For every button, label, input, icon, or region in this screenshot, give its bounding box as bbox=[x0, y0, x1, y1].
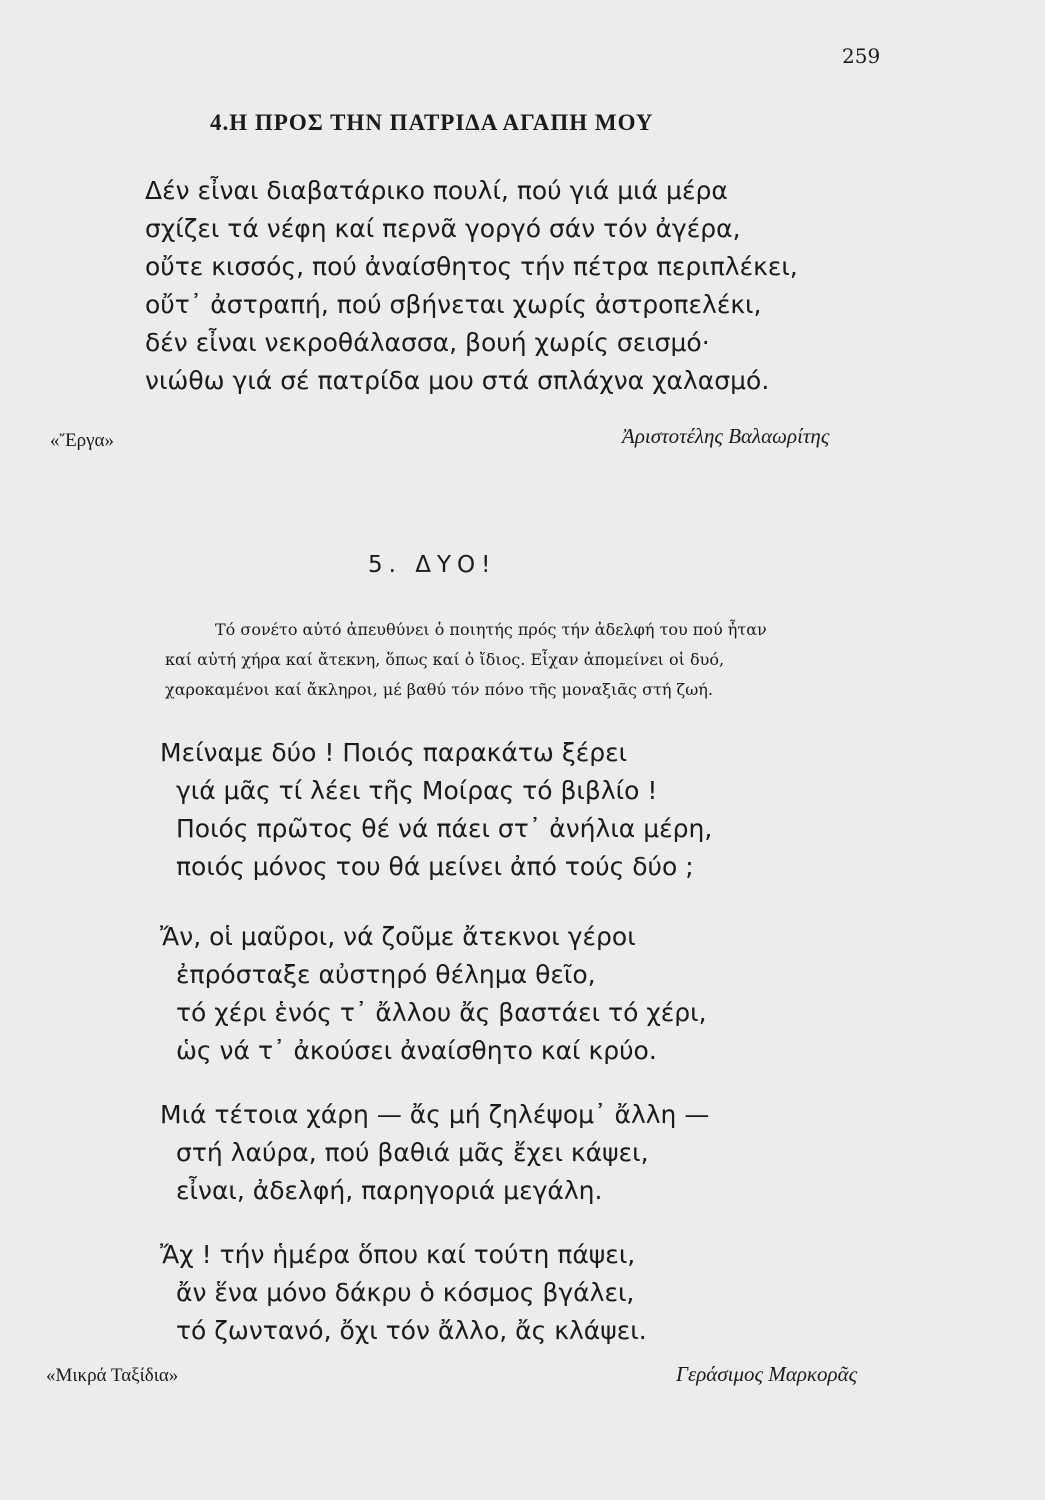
poem2-line: τό ζωντανό, ὄχι τόν ἄλλο, ἄς κλάψει. bbox=[176, 1316, 647, 1345]
poem2-line: ἐπρόσταξε αὐστηρό θέλημα θεῖο, bbox=[176, 960, 596, 989]
poem2-author: Γεράσιμος Μαρκορᾶς bbox=[676, 1362, 858, 1386]
poem1-line: δέν εἶναι νεκροθάλασσα, βουή χωρίς σεισμό· bbox=[145, 328, 710, 357]
poem2-line: εἶναι, ἀδελφή, παρηγοριά μεγάλη. bbox=[176, 1176, 603, 1205]
poem2-line: γιά μᾶς τί λέει τῆς Μοίρας τό βιβλίο ! bbox=[176, 776, 658, 805]
poem2-line: Ἄν, οἱ μαῦροι, νά ζοῦμε ἄτεκνοι γέροι bbox=[160, 922, 636, 951]
intro-line: Τό σονέτο αὐτό ἀπευθύνει ὁ ποιητής πρός τήν ἀδελφή του πού ἦταν bbox=[215, 620, 767, 639]
poem2-line: ἄν ἕνα μόνο δάκρυ ὁ κόσμος βγάλει, bbox=[176, 1278, 635, 1307]
poem2-line: ποιός μόνος του θά μείνει ἀπό τούς δύο ; bbox=[176, 852, 694, 881]
poem1-line: σχίζει τά νέφη καί περνᾶ γοργό σάν τόν ἀγέρα, bbox=[145, 214, 741, 243]
poem1-source: «Ἔργα» bbox=[50, 430, 115, 451]
poem2-line: Μιά τέτοια χάρη — ἄς μή ζηλέψομ᾿ ἄλλη — bbox=[160, 1100, 710, 1129]
poem1-line: οὔτ᾿ ἀστραπή, πού σβήνεται χωρίς ἀστροπελέκι, bbox=[145, 290, 762, 319]
page-number: 259 bbox=[842, 44, 881, 68]
poem2-line: Ποιός πρῶτος θέ νά πάει στ᾿ ἀνήλια μέρη, bbox=[176, 814, 713, 843]
poem2-line: τό χέρι ἑνός τ᾿ ἄλλου ἄς βαστάει τό χέρι, bbox=[176, 998, 707, 1027]
poem2-line: ὡς νά τ᾿ ἀκούσει ἀναίσθητο καί κρύο. bbox=[176, 1036, 657, 1065]
poem1-line: νιώθω γιά σέ πατρίδα μου στά σπλάχνα χαλασμό. bbox=[145, 366, 770, 395]
poem1-line: οὔτε κισσός, πού ἀναίσθητος τήν πέτρα περιπλέκει, bbox=[145, 252, 798, 281]
poem2-title: 5. ΔΥΟ! bbox=[368, 552, 497, 578]
poem2-line: Μείναμε δύο ! Ποιός παρακάτω ξέρει bbox=[160, 738, 628, 767]
poem2-source: «Μικρά Ταξίδια» bbox=[46, 1365, 179, 1386]
intro-line: καί αὐτή χήρα καί ἄτεκνη, ὅπως καί ὁ ἴδιος. Εἶχαν ἀπομείνει οἱ δυό, bbox=[165, 650, 725, 669]
poem2-line: Ἄχ ! τήν ἡμέρα ὅπου καί τούτη πάψει, bbox=[160, 1240, 636, 1269]
intro-line: χαροκαμένοι καί ἄκληροι, μέ βαθύ τόν πόνο τῆς μοναξιᾶς στή ζωή. bbox=[165, 680, 713, 699]
poem1-author: Ἀριστοτέλης Βαλαωρίτης bbox=[622, 424, 830, 448]
poem1-title: 4.Η ΠΡΟΣ ΤΗΝ ΠΑΤΡΙΔΑ ΑΓΑΠΗ ΜΟΥ bbox=[210, 110, 654, 135]
poem1-line: Δέν εἶναι διαβατάρικο πουλί, πού γιά μιά μέρα bbox=[145, 176, 728, 205]
poem2-line: στή λαύρα, πού βαθιά μᾶς ἔχει κάψει, bbox=[176, 1138, 649, 1167]
